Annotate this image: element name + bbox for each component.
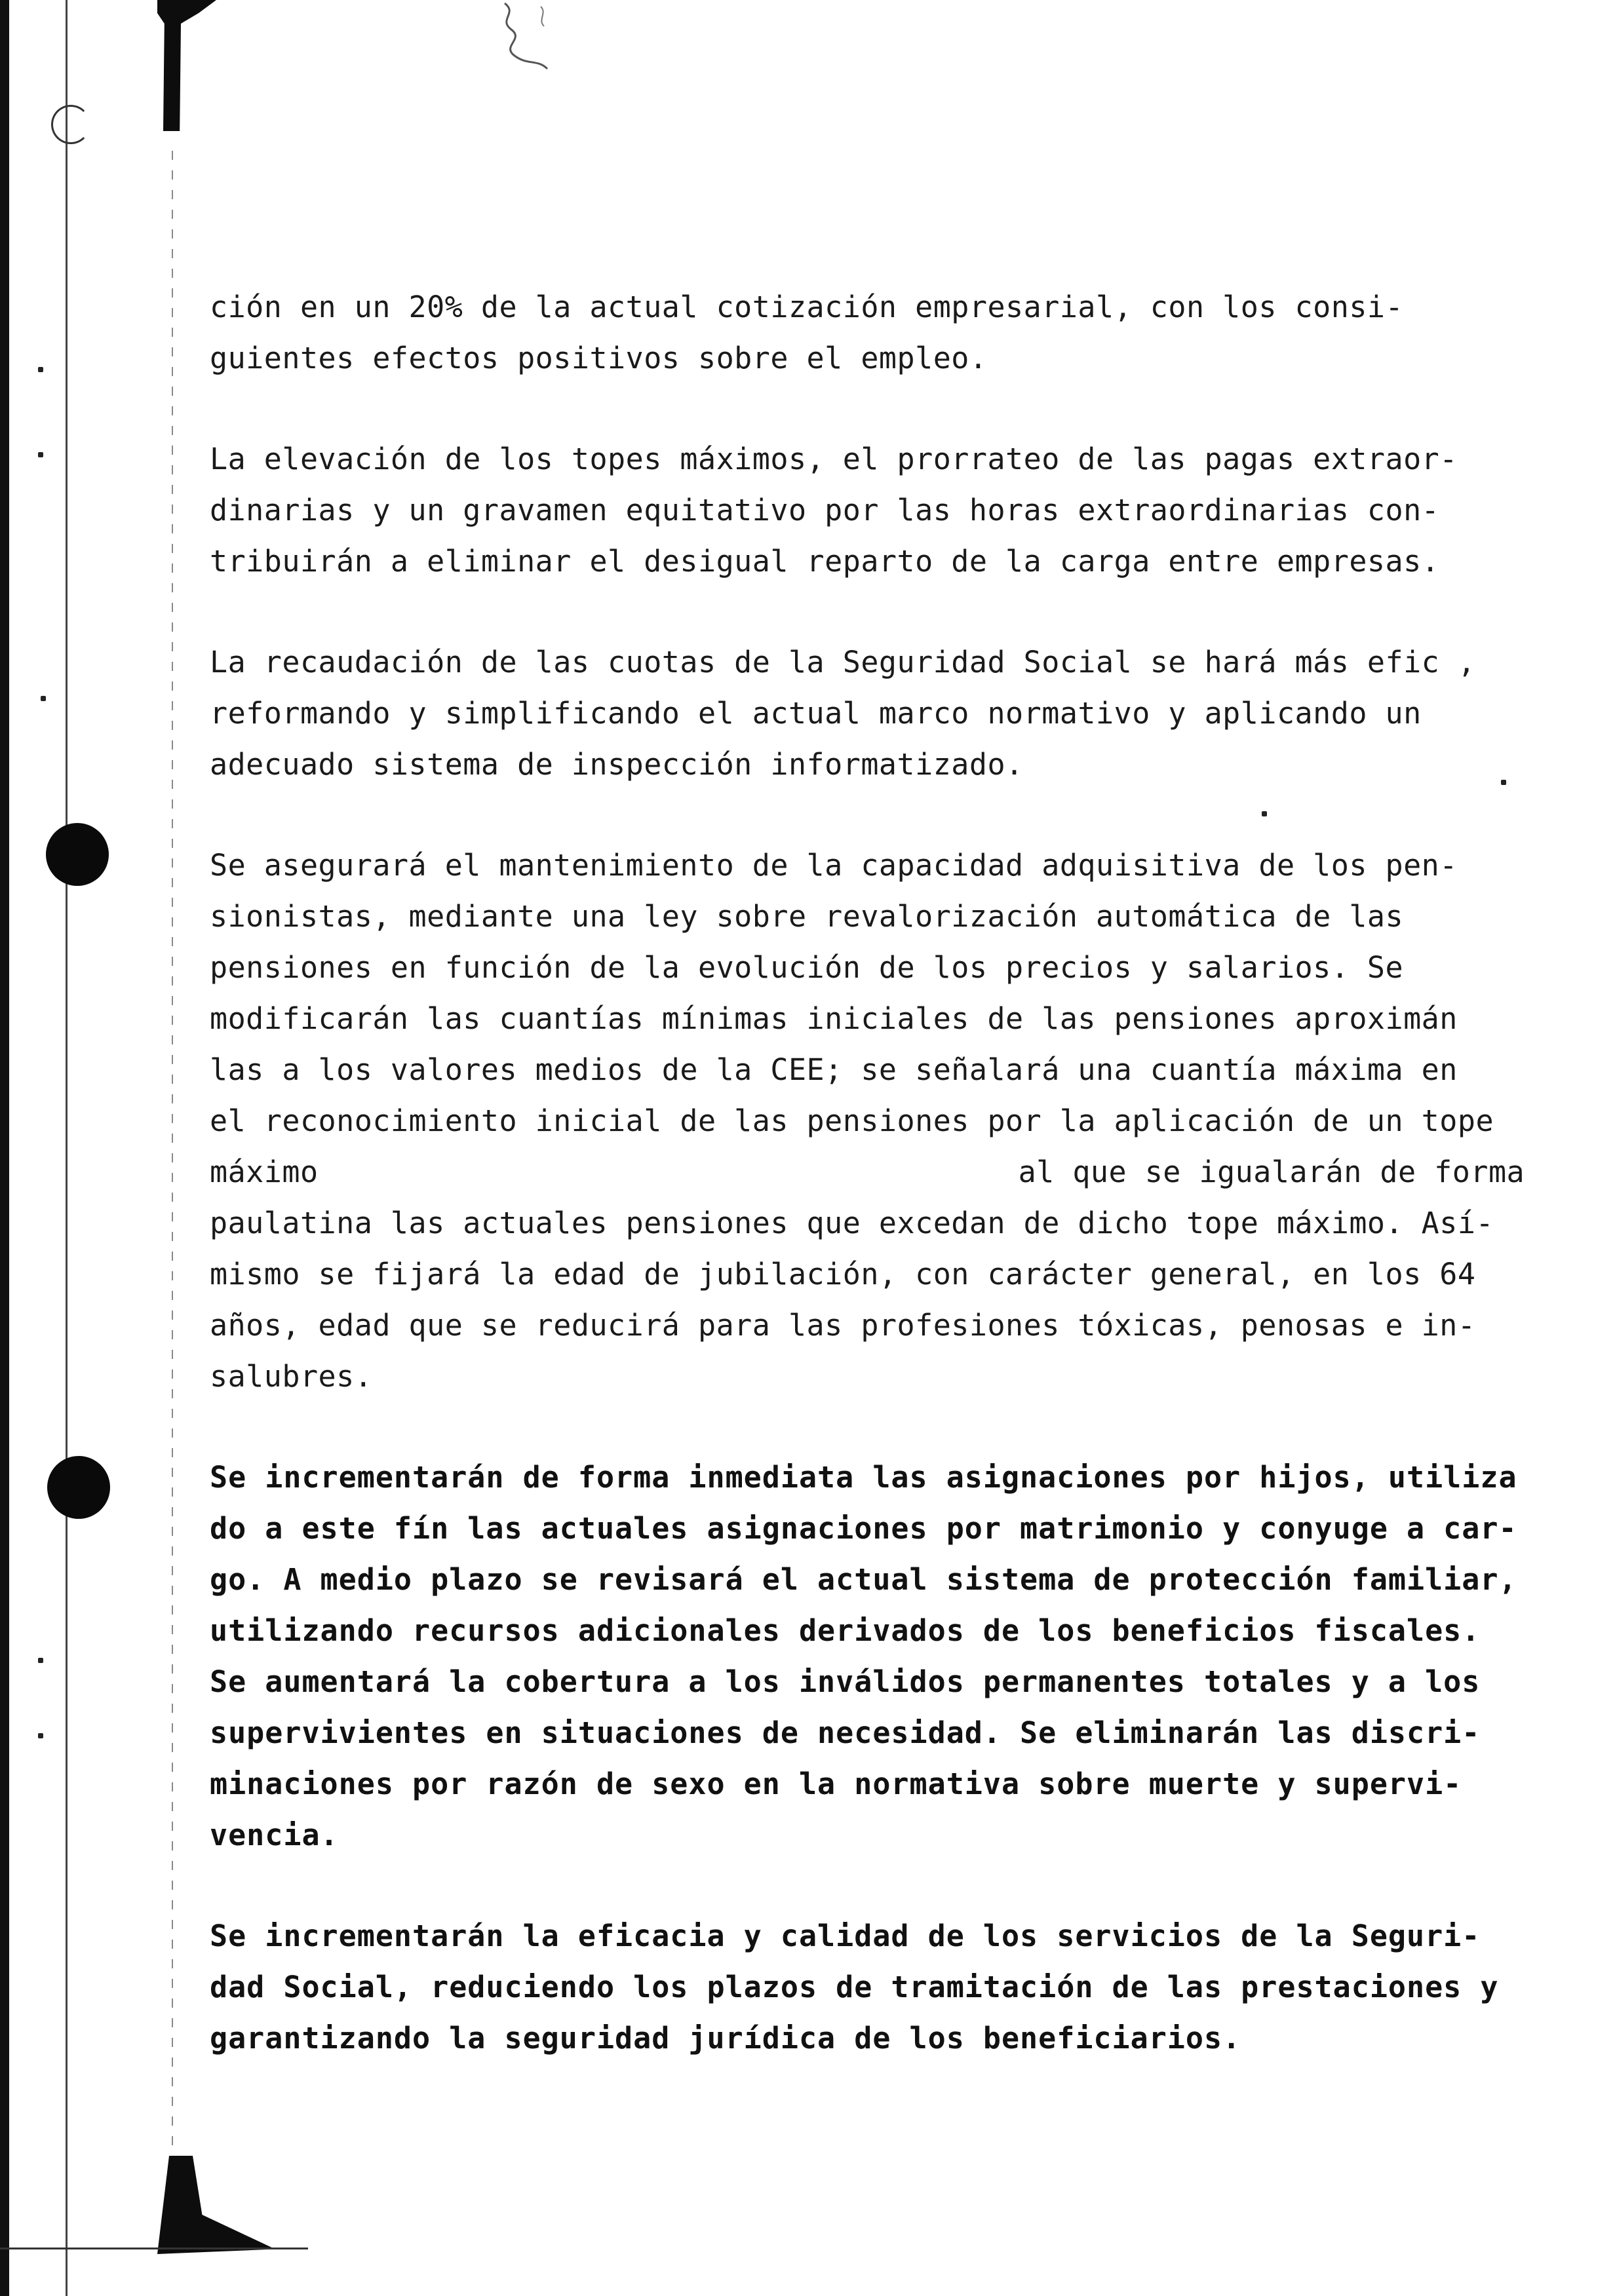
scan-dot [38, 367, 43, 372]
binding-edge [0, 0, 9, 2296]
inner-margin-rule [172, 151, 173, 2215]
text-line: dinarias y un gravamen equitativo por las horas extraordinarias con- [210, 493, 1440, 527]
text-line: reformando y simplificando el actual marco normativo y aplicando un [210, 696, 1422, 731]
text-before-gap: máximo [210, 1155, 319, 1189]
text-line: go. A medio plazo se revisará el actual sistema de protección familiar, [210, 1562, 1517, 1597]
staple-mark-bottom [157, 2156, 275, 2254]
text-line: Se incrementarán la eficacia y calidad de los servicios de la Seguri- [210, 1919, 1481, 1953]
text-line: paulatina las actuales pensiones que excedan de dicho tope máximo. Así- [210, 1206, 1494, 1240]
text-line: utilizando recursos adicionales derivados de los beneficios fiscales. [210, 1613, 1481, 1648]
text-line: mismo se fijará la edad de jubilación, con carácter general, en los 64 [210, 1257, 1476, 1292]
text-line-with-gap [210, 1147, 1612, 1198]
text-line: La recaudación de las cuotas de la Seguridad Social se hará más efic , [210, 645, 1476, 679]
text-line: salubres. [210, 1359, 373, 1394]
paragraph [210, 434, 1612, 587]
text-line: dad Social, reduciendo los plazos de tramitación de las prestaciones y [210, 1970, 1499, 2004]
paragraph [210, 1452, 1612, 1861]
text-line: Se asegurará el mantenimiento de la capacidad adquisitiva de los pen- [210, 848, 1458, 883]
scribble-mark [492, 0, 564, 79]
text-line: guientes efectos positivos sobre el empleo. [210, 341, 988, 375]
paragraph [210, 1911, 1612, 2064]
scan-dot [38, 452, 43, 457]
text-line: el reconocimiento inicial de las pensiones por la aplicación de un tope [210, 1103, 1494, 1138]
text-line: do a este fín las actuales asignaciones por matrimonio y conyuge a car- [210, 1511, 1517, 1546]
text-line: sionistas, mediante una ley sobre revalorización automática de las [210, 899, 1404, 934]
text-line: Se aumentará la cobertura a los inválidos permanentes totales y a los [210, 1664, 1481, 1699]
ring-mark [51, 105, 90, 144]
bottom-rule [0, 2248, 308, 2249]
text-line: adecuado sistema de inspección informatizado. [210, 747, 1024, 782]
staple-mark-top [157, 0, 216, 131]
text-line: supervivientes en situaciones de necesidad. Se eliminarán las discri- [210, 1715, 1481, 1750]
text-line: vencia. [210, 1818, 339, 1852]
document-body [210, 282, 1612, 2114]
scan-dot [38, 1658, 43, 1663]
paragraph [210, 282, 1612, 384]
margin-rule [66, 0, 68, 2296]
text-line: las a los valores medios de la CEE; se señalará una cuantía máxima en [210, 1052, 1458, 1087]
scan-dot [38, 1733, 43, 1738]
punch-hole-lower [47, 1456, 110, 1519]
text-line: tribuirán a eliminar el desigual reparto de la carga entre empresas. [210, 544, 1440, 579]
text-line: La elevación de los topes máximos, el prorrateo de las pagas extraor- [210, 442, 1458, 476]
text-line: garantizando la seguridad jurídica de los beneficiarios. [210, 2021, 1241, 2056]
punch-hole-upper [46, 823, 109, 886]
text-after-gap: al que se igualarán de forma [1018, 1155, 1525, 1189]
text-line: pensiones en función de la evolución de los precios y salarios. Se [210, 950, 1404, 985]
text-line: minaciones por razón de sexo en la normativa sobre muerte y supervi- [210, 1767, 1462, 1801]
scan-dot [41, 696, 46, 701]
paragraph [210, 637, 1612, 790]
text-line: años, edad que se reducirá para las profesiones tóxicas, penosas e in- [210, 1308, 1476, 1343]
text-line: Se incrementarán de forma inmediata las asignaciones por hijos, utiliza [210, 1460, 1517, 1495]
text-line: ción en un 20% de la actual cotización empresarial, con los consi- [210, 290, 1404, 324]
text-line: modificarán las cuantías mínimas iniciales de las pensiones aproximán [210, 1001, 1458, 1036]
paragraph [210, 840, 1612, 1402]
